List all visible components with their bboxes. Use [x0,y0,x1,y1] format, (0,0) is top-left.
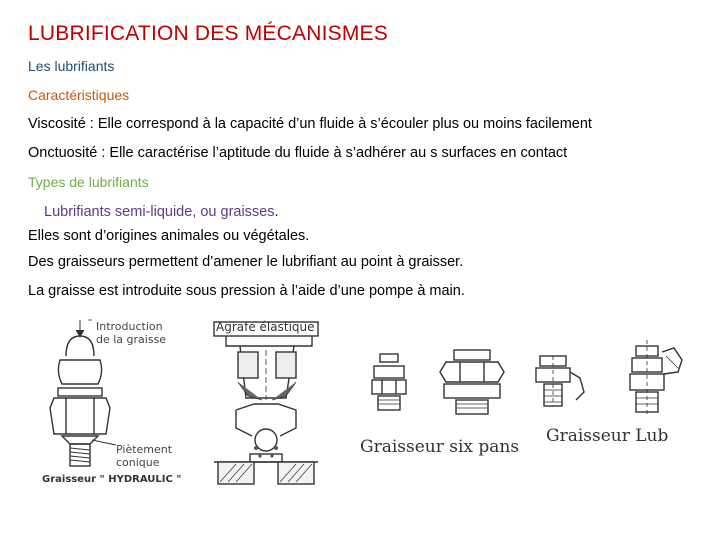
lub-caption: Graisseur Lub [546,426,669,446]
graisses-period: . [274,204,279,220]
hydraulic-caption: Graisseur " HYDRAULIC " [42,474,182,485]
pompe-text: La graisse est introduite sous pression à l’aide d’une pompe à main. [28,283,465,299]
onctuosite-text: Onctuosité : Elle caractérise l’aptitude du fluide à s’adhérer au s surfaces en contact [28,145,568,161]
graisseurs-text: Des graisseurs permettent d’amener le lubrifiant au point à graisser. [28,254,464,270]
lub-small-drawing [536,356,584,406]
pietement-label-2: conique [116,456,160,469]
intro-label-1: Introduction [96,320,163,333]
agrafe-coupling-drawing [214,322,318,484]
slide-title: LUBRIFICATION DES MÉCANISMES [28,22,388,45]
pietement-label-1: Piètement [116,443,173,456]
six-pans-small-drawing [372,354,406,410]
grease-fittings-illustration [0,300,720,500]
origines-text: Elles sont d’origines animales ou végétales. [28,228,310,244]
six-pans-caption: Graisseur six pans [360,437,520,457]
graisses-text: Lubrifiants semi-liquide, ou graisses [44,204,275,220]
intro-label-2: de la graisse [96,333,167,346]
agrafe-label: Agrafe élastique [216,320,315,334]
section-heading-types: Types de lubrifiants [28,174,149,190]
six-pans-large-drawing [440,350,504,414]
subtitle: Les lubrifiants [28,58,115,74]
viscosite-text: Viscosité : Elle correspond à la capacité d’un fluide à s’écouler plus ou moins facilement [28,116,592,132]
lub-tall-drawing [630,340,682,414]
section-heading-caracteristiques: Caractéristiques [28,87,130,103]
graisses-line [44,204,279,220]
